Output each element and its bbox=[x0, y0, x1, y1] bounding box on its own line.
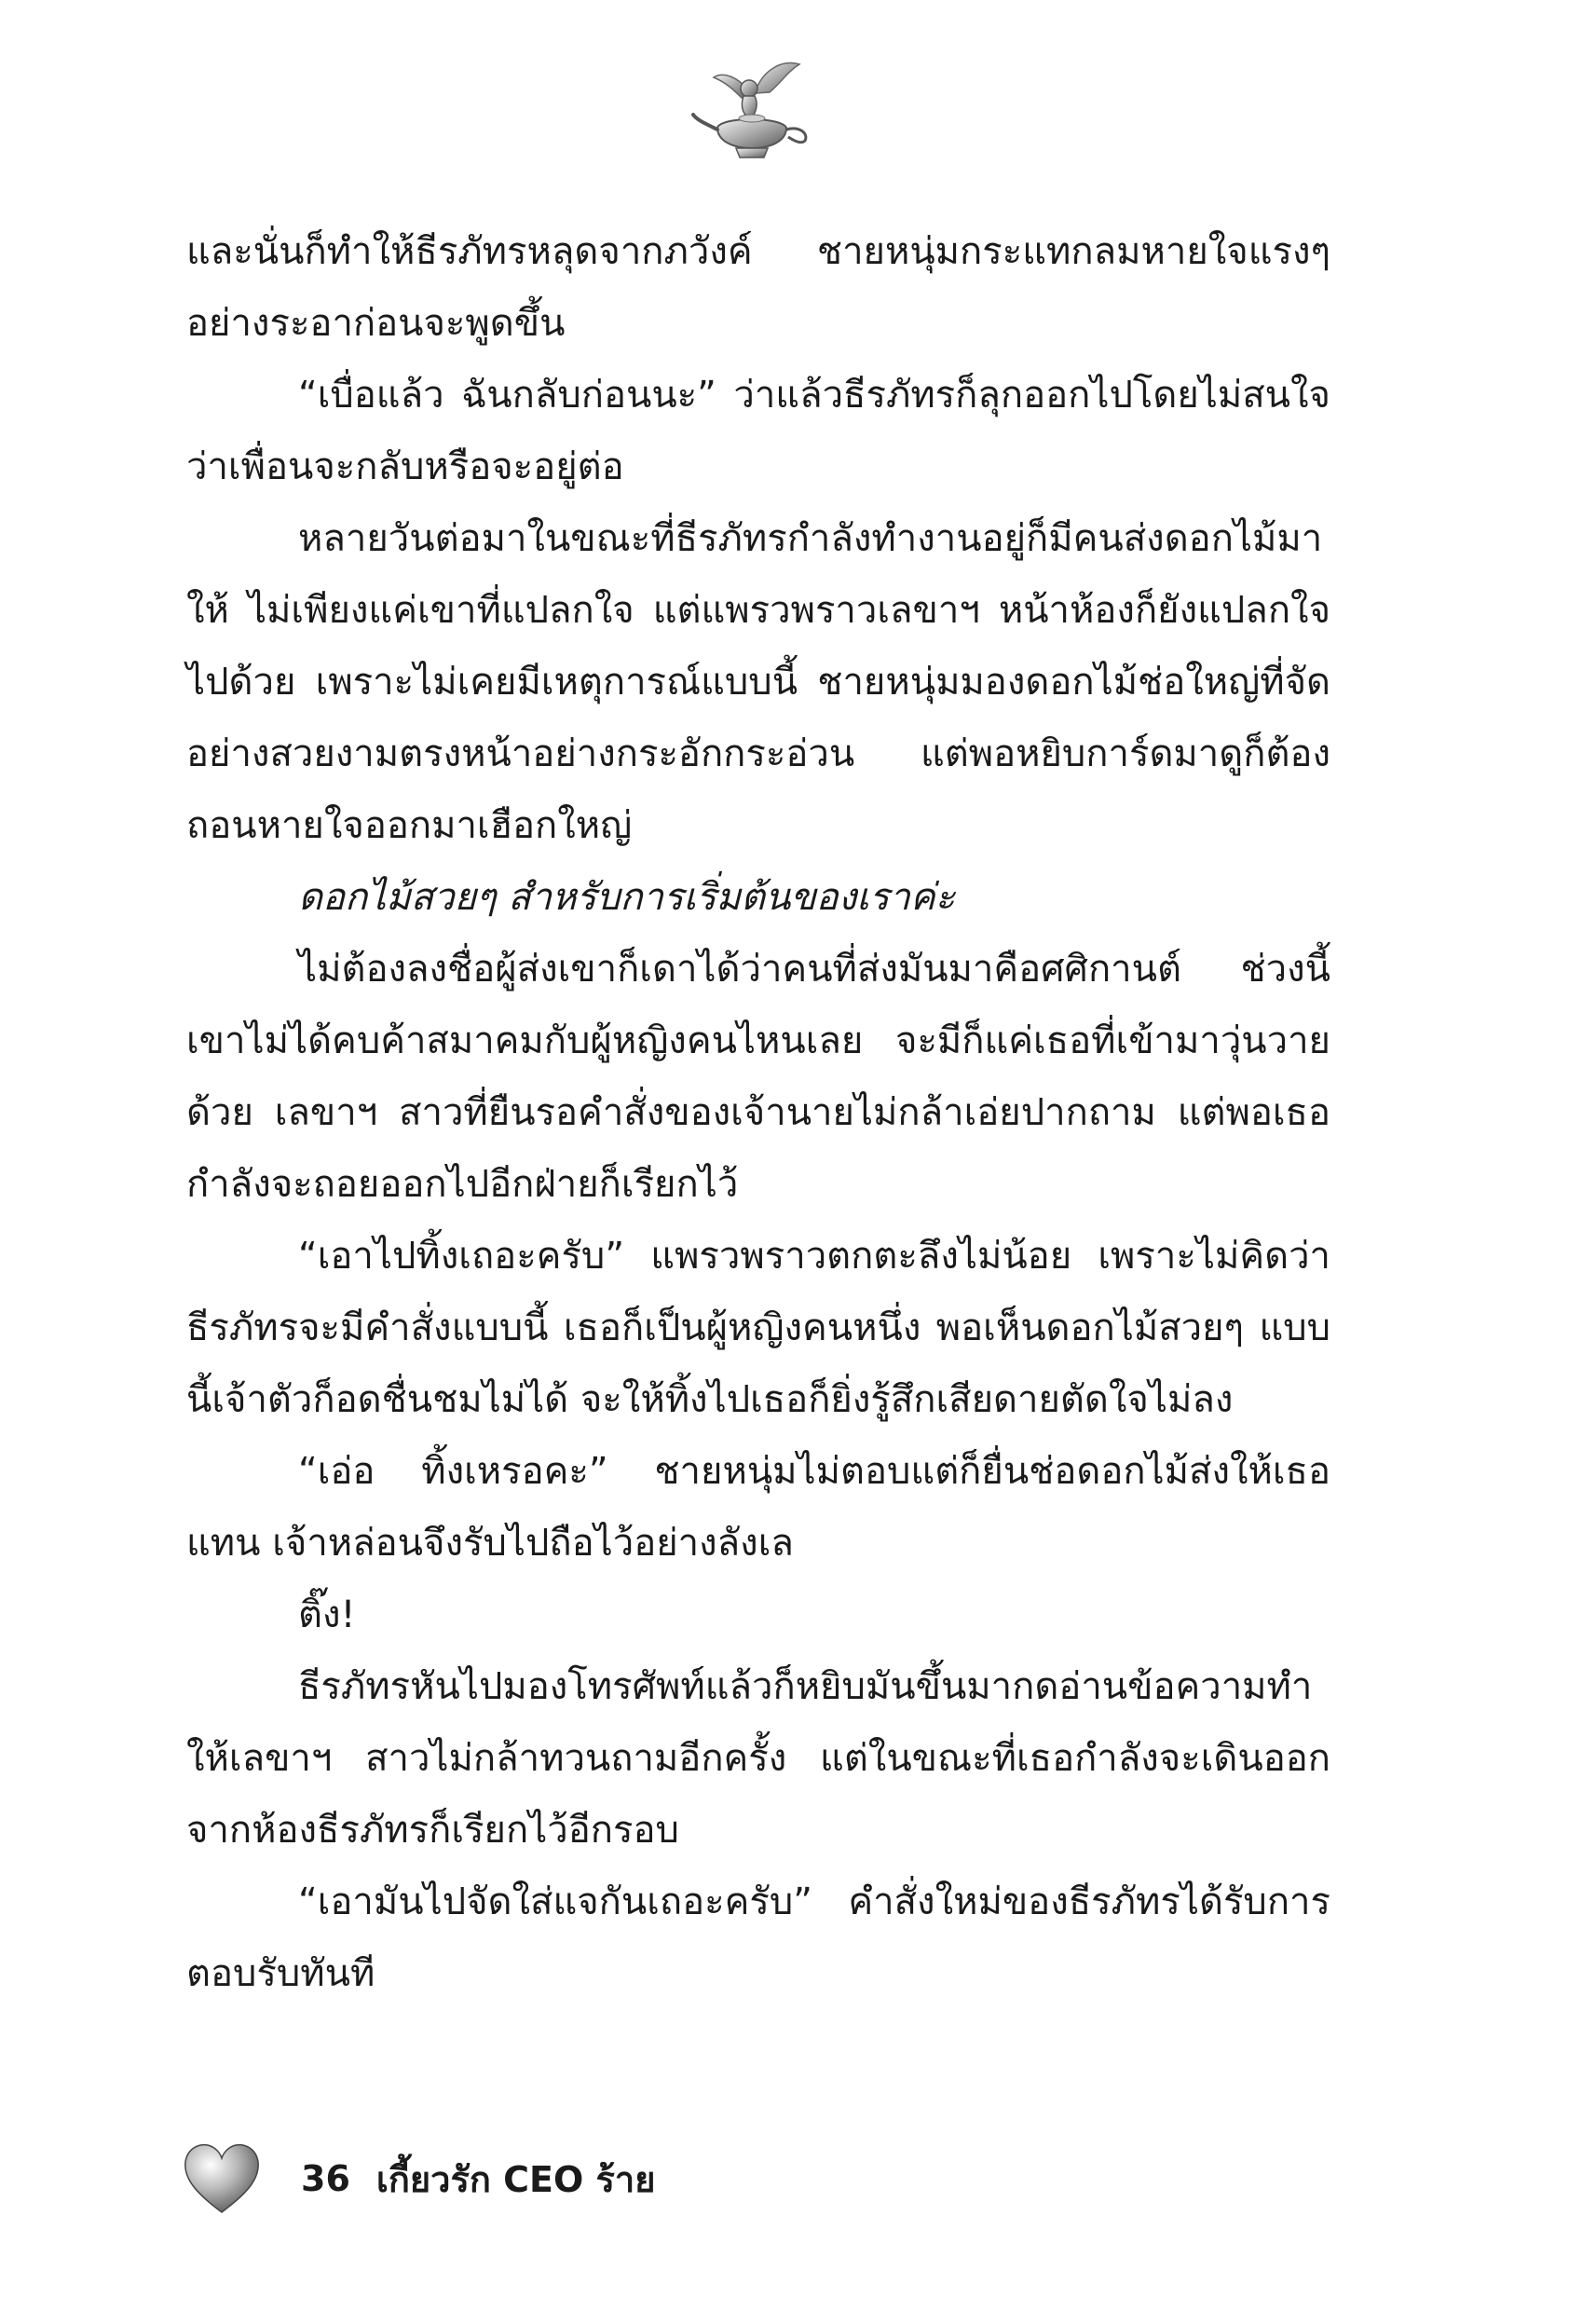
paragraph-6: “เอาไปทิ้งเถอะครับ” แพรวพราวตกตะลึงไม่น้อย เพราะไม่คิดว่าธีรภัทรจะมีคำสั่งแบบนี้ เธอก็เป็นผู้หญิงคนหนึ่ง พอเห็นดอกไม้สวยๆ แบบนี้เจ้าตัวก็อดชื่นชมไม่ได้ จะให้ทิ้งไปเธอก็ยิ่งรู้สึกเสียดายตัดใจไม่ลง bbox=[186, 1235, 1330, 1421]
paragraph-4-card-message: ดอกไม้สวยๆ สำหรับการเริ่มต้นของเราค่ะ bbox=[298, 876, 956, 919]
heart-icon bbox=[182, 2141, 262, 2216]
body-text bbox=[186, 216, 1330, 2010]
paragraph-7: “เอ่อ ทิ้งเหรอคะ” ชายหนุ่มไม่ตอบแต่ก็ยื่นช่อดอกไม้ส่งให้เธอแทน เจ้าหล่อนจึงรับไปถือไว้อย่างลังเล bbox=[186, 1450, 1330, 1565]
page-footer bbox=[182, 2141, 656, 2216]
paragraph-10: “เอามันไปจัดใส่แจกันเถอะครับ” คำสั่งใหม่ของธีรภัทรได้รับการตอบรับทันที bbox=[186, 1880, 1330, 1995]
paragraph-8-sound: ติ๊ง! bbox=[298, 1593, 356, 1636]
paragraph-9: ธีรภัทรหันไปมองโทรศัพท์แล้วก็หยิบมันขึ้นมากดอ่านข้อความทำให้เลขาฯ สาวไม่กล้าทวนถามอีกครั้ง แต่ในขณะที่เธอกำลังจะเดินออกจากห้องธีรภัทรก็เรียกไว้อีกรอบ bbox=[186, 1665, 1330, 1852]
paragraph-1: และนั่นก็ทำให้ธีรภัทรหลุดจากภวังค์ ชายหนุ่มกระแทกลมหายใจแรงๆ อย่างระอาก่อนจะพูดขึ้น bbox=[186, 230, 1330, 345]
paragraph-5: ไม่ต้องลงชื่อผู้ส่งเขาก็เดาได้ว่าคนที่ส่งมันมาคือศศิกานต์ ช่วงนี้เขาไม่ได้คบค้าสมาคมกับผู้หญิงคนไหนเลย จะมีก็แค่เธอที่เข้ามาวุ่นวายด้วย เลขาฯ สาวที่ยืนรอคำสั่งของเจ้านายไม่กล้าเอ่ยปากถาม แต่พอเธอกำลังจะถอยออกไปอีกฝ่ายก็เรียกไว้ bbox=[186, 948, 1330, 1206]
book-title: เกี้ยวรัก CEO ร้าย bbox=[375, 2158, 656, 2200]
page-number: 36 bbox=[301, 2158, 350, 2199]
paragraph-3: หลายวันต่อมาในขณะที่ธีรภัทรกำลังทำงานอยู่ก็มีคนส่งดอกไม้มาให้ ไม่เพียงแค่เขาที่แปลกใจ แต่แพรวพราวเลขาฯ หน้าห้องก็ยังแปลกใจไปด้วย เพราะไม่เคยมีเหตุการณ์แบบนี้ ชายหนุ่มมองดอกไม้ช่อใหญ่ที่จัดอย่างสวยงามตรงหน้าอย่างกระอักกระอ่วน แต่พอหยิบการ์ดมาดูก็ต้องถอนหายใจออกมาเฮือกใหญ่ bbox=[186, 517, 1330, 847]
cupid-teapot-emblem-icon bbox=[689, 51, 815, 168]
paragraph-2: “เบื่อแล้ว ฉันกลับก่อนนะ” ว่าแล้วธีรภัทรก็ลุกออกไปโดยไม่สนใจว่าเพื่อนจะกลับหรือจะอยู่ต่อ bbox=[186, 374, 1330, 488]
